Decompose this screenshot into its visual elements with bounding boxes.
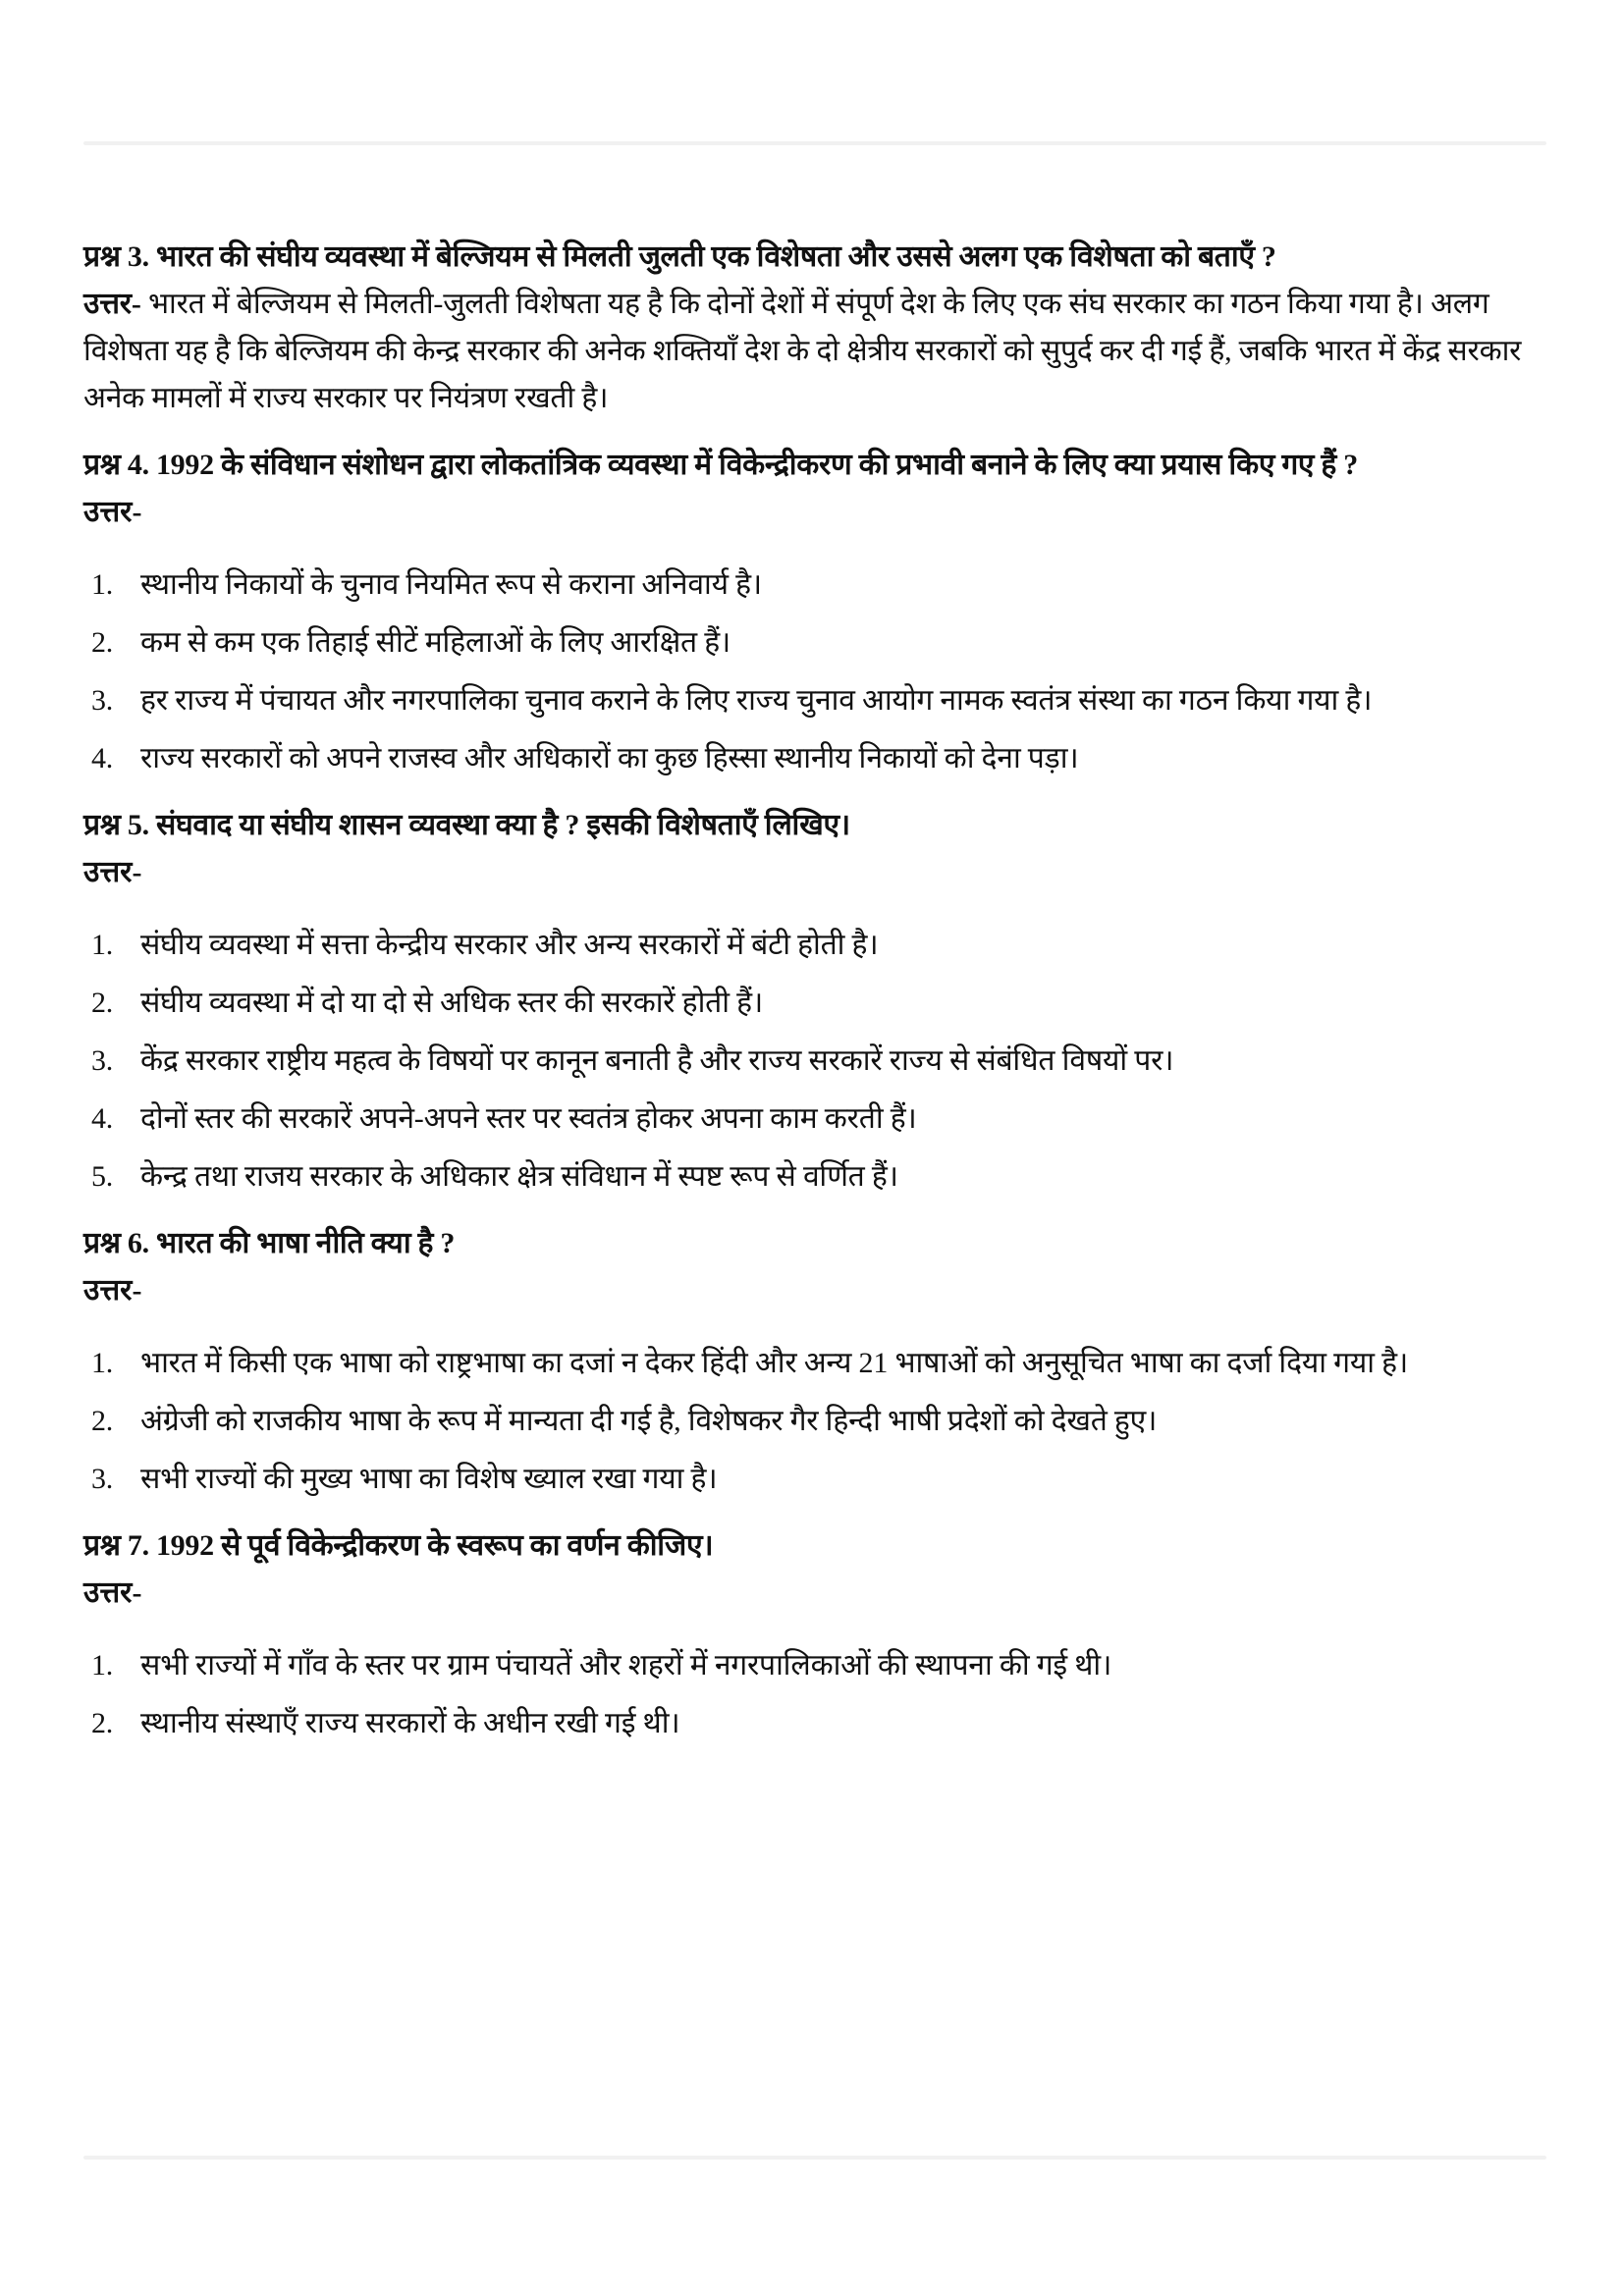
answer-label: उत्तर- bbox=[83, 856, 142, 888]
list-text: अंग्रेजी को राजकीय भाषा के रूप में मान्यता दी गई है, विशेषकर गैर हिन्दी भाषी प्रदेशों को देखते हुए। bbox=[140, 1405, 1158, 1437]
list-number: 2. bbox=[91, 987, 114, 1019]
document-body bbox=[83, 234, 1546, 1767]
answer-text: भारत में बेल्जियम से मिलती-जुलती विशेषता यह है कि दोनों देशों में संपूर्ण देश के लिए एक संघ सरकार का गठन किया गया है। अलग विशेषता यह है कि बेल्जियम की केन्द्र सरकार की अनेक शक्तियाँ देश के दो क्षेत्रीय सरकारों को सुपुर्द कर दी गई हैं, जबकि भारत में केंद्र सरकार अनेक मामलों में राज्य सरकार पर नियंत्रण रखती है। bbox=[83, 288, 1522, 414]
answer-list bbox=[83, 922, 1546, 1201]
list-item bbox=[83, 922, 1546, 969]
list-item bbox=[83, 1095, 1546, 1143]
answer-label: उत्तर- bbox=[83, 288, 141, 320]
list-number: 5. bbox=[91, 1160, 114, 1193]
question-3-answer bbox=[83, 281, 1546, 422]
list-text: कम से कम एक तिहाई सीटें महिलाओं के लिए आरक्षित हैं। bbox=[140, 626, 731, 659]
question-7-block bbox=[83, 1522, 1546, 1747]
question-3-block bbox=[83, 234, 1546, 422]
question-6-block bbox=[83, 1220, 1546, 1503]
list-text: संघीय व्यवस्था में दो या दो से अधिक स्तर की सरकारें होती हैं। bbox=[140, 987, 764, 1019]
answer-label: उत्तर- bbox=[83, 1274, 142, 1307]
list-text: भारत में किसी एक भाषा को राष्ट्रभाषा का दजां न देकर हिंदी और अन्य 21 भाषाओं को अनुसूचित भाषा का दर्जा दिया गया है। bbox=[140, 1347, 1409, 1379]
top-divider bbox=[83, 141, 1546, 145]
answer-list bbox=[83, 1340, 1546, 1503]
list-item bbox=[83, 1642, 1546, 1689]
question-3-title: प्रश्न 3. भारत की संघीय व्यवस्था में बेल्जियम से मिलती जुलती एक विशेषता और उससे अलग एक विशेषता को बताएँ ? bbox=[83, 240, 1276, 273]
list-number: 1. bbox=[91, 1347, 114, 1379]
list-number: 2. bbox=[91, 626, 114, 659]
list-number: 3. bbox=[91, 684, 114, 717]
list-item bbox=[83, 735, 1546, 782]
list-item bbox=[83, 1153, 1546, 1201]
answer-label: उत्तर- bbox=[83, 1576, 142, 1609]
question-4-title: प्रश्न 4. 1992 के संविधान संशोधन द्वारा लोकतांत्रिक व्यवस्था में विकेन्द्रीकरण की प्रभावी बनाने के लिए क्या प्रयास किए गए हैं ? bbox=[83, 449, 1358, 481]
list-number: 4. bbox=[91, 1102, 114, 1135]
list-text: हर राज्य में पंचायत और नगरपालिका चुनाव कराने के लिए राज्य चुनाव आयोग नामक स्वतंत्र संस्था का गठन किया गया है। bbox=[140, 684, 1373, 717]
question-5-title: प्रश्न 5. संघवाद या संघीय शासन व्यवस्था क्या है ? इसकी विशेषताएँ लिखिए। bbox=[83, 809, 850, 841]
list-number: 1. bbox=[91, 929, 114, 961]
list-text: सभी राज्यों की मुख्य भाषा का विशेष ख्याल रखा गया है। bbox=[140, 1463, 718, 1495]
list-text: स्थानीय संस्थाएँ राज्य सरकारों के अधीन रखी गई थी। bbox=[140, 1707, 680, 1739]
list-number: 3. bbox=[91, 1044, 114, 1077]
list-number: 3. bbox=[91, 1463, 114, 1495]
list-item bbox=[83, 1456, 1546, 1503]
answer-label: उत्तर- bbox=[83, 496, 142, 528]
list-text: राज्य सरकारों को अपने राजस्व और अधिकारों का कुछ हिस्सा स्थानीय निकायों को देना पड़ा। bbox=[140, 742, 1079, 774]
question-4-block bbox=[83, 442, 1546, 782]
question-7-title: प्रश्न 7. 1992 से पूर्व विकेन्द्रीकरण के स्वरूप का वर्णन कीजिए। bbox=[83, 1529, 714, 1562]
list-text: दोनों स्तर की सरकारें अपने-अपने स्तर पर स्वतंत्र होकर अपना काम करती हैं। bbox=[140, 1102, 917, 1135]
list-item bbox=[83, 677, 1546, 724]
list-number: 1. bbox=[91, 1649, 114, 1682]
list-item bbox=[83, 1340, 1546, 1387]
bottom-divider bbox=[83, 2156, 1546, 2160]
list-item bbox=[83, 1038, 1546, 1085]
list-text: केन्द्र तथा राजय सरकार के अधिकार क्षेत्र संविधान में स्पष्ट रूप से वर्णित हैं। bbox=[140, 1160, 898, 1193]
list-number: 1. bbox=[91, 568, 114, 601]
list-item bbox=[83, 1398, 1546, 1445]
list-text: सभी राज्यों में गाँव के स्तर पर ग्राम पंचायतें और शहरों में नगरपालिकाओं की स्थापना की गई थी। bbox=[140, 1649, 1112, 1682]
list-text: केंद्र सरकार राष्ट्रीय महत्व के विषयों पर कानून बनाती है और राज्य सरकारें राज्य से संबंधित विषयों पर। bbox=[140, 1044, 1174, 1077]
list-number: 4. bbox=[91, 742, 114, 774]
answer-list bbox=[83, 1642, 1546, 1747]
question-6-title: प्रश्न 6. भारत की भाषा नीति क्या है ? bbox=[83, 1227, 456, 1259]
answer-list bbox=[83, 561, 1546, 782]
list-text: संघीय व्यवस्था में सत्ता केन्द्रीय सरकार और अन्य सरकारों में बंटी होती है। bbox=[140, 929, 879, 961]
list-item bbox=[83, 1700, 1546, 1747]
list-text: स्थानीय निकायों के चुनाव नियमित रूप से कराना अनिवार्य है। bbox=[140, 568, 762, 601]
list-number: 2. bbox=[91, 1405, 114, 1437]
list-item bbox=[83, 619, 1546, 667]
list-number: 2. bbox=[91, 1707, 114, 1739]
question-5-block bbox=[83, 802, 1546, 1201]
list-item bbox=[83, 980, 1546, 1027]
list-item bbox=[83, 561, 1546, 609]
